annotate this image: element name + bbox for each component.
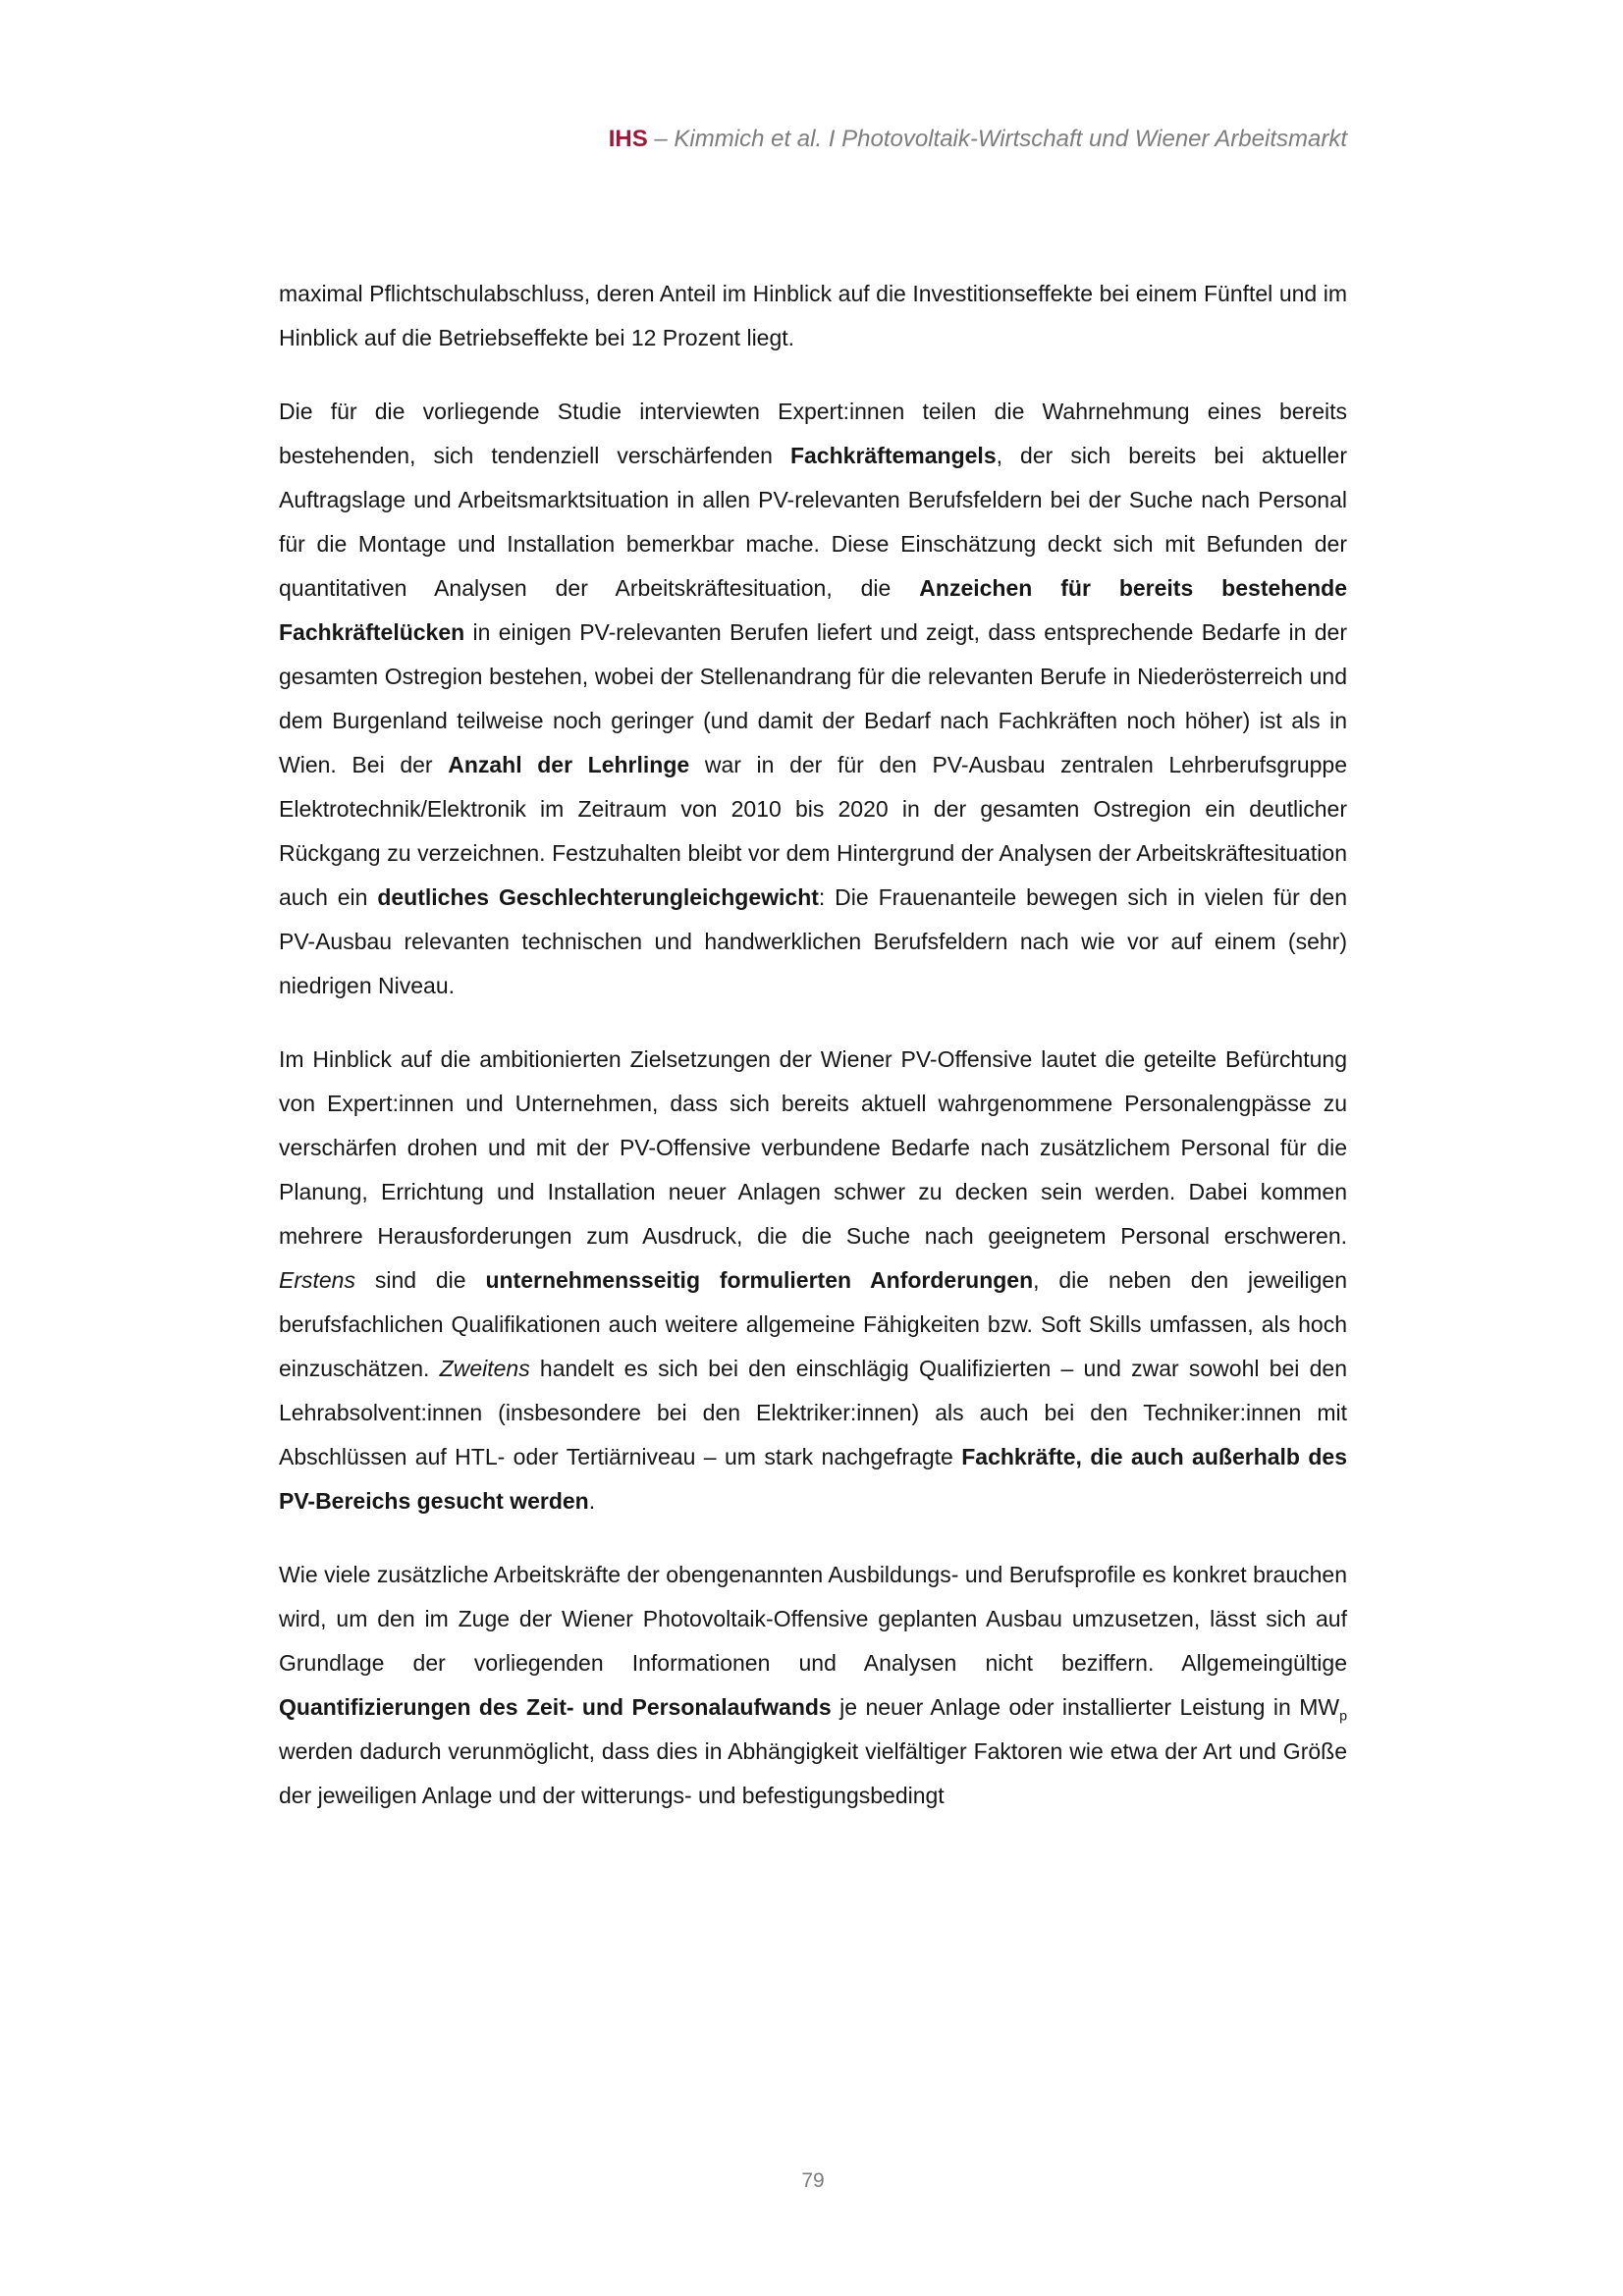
bold-text-segment: unternehmensseitig formulierten Anforderungen <box>485 1267 1034 1293</box>
bold-text-segment: Quantifizierungen des Zeit- und Personalaufwands <box>279 1694 832 1720</box>
text-segment: war in der für den PV-Ausbau zentralen Lehrberufsgruppe Elektrotechnik/Elektronik im Zeitraum von 2010 bis 2020 in der gesamten Ostregion ein deutlicher Rückgang zu verzeichnen. Festzuhalten bleibt vor dem Hintergrund der Analysen der Arbeitskräftesituation auch ein <box>279 752 1347 910</box>
paragraph <box>279 1553 1347 1818</box>
text-segment: . <box>588 1488 596 1514</box>
ihs-brand-text: IHS <box>608 126 648 152</box>
text-segment: maximal Pflichtschulabschluss, deren Anteil im Hinblick auf die Investitionseffekte bei einem Fünftel und im Hinblick auf die Betriebseffekte bei 12 Prozent liegt. <box>279 281 1347 350</box>
page-body-text <box>279 272 1347 1818</box>
paragraph <box>279 1038 1347 1523</box>
text-segment: , die neben den jeweiligen berufsfachlichen Qualifikationen auch weitere allgemeine Fähigkeiten bzw. Soft Skills umfassen, als hoch einzuschätzen. <box>279 1267 1347 1381</box>
bold-text-segment: deutliches Geschlechterungleichgewicht <box>377 884 819 910</box>
italic-text-segment: Erstens <box>279 1267 355 1293</box>
text-segment: handelt es sich bei den einschlägig Qualifizierten – und zwar sowohl bei den Lehrabsolvent:innen (insbesondere bei den Elektriker:innen) als auch bei den Techniker:innen mit Abschlüssen auf HTL- oder Tertiärniveau – um stark nachgefragte <box>279 1356 1347 1469</box>
page-header <box>279 98 1347 181</box>
text-segment: : Die Frauenanteile bewegen sich in vielen für den PV-Ausbau relevanten technischen und handwerklichen Berufsfeldern nach wie vor auf einem (sehr) niedrigen Niveau. <box>279 884 1347 998</box>
page-footer <box>279 2165 1347 2197</box>
subscript-text-segment: p <box>1339 1708 1347 1725</box>
paragraph <box>279 390 1347 1008</box>
text-segment: sind die <box>354 1267 486 1293</box>
bold-text-segment: Fachkräftemangels <box>789 443 997 468</box>
text-segment: , der sich bereits bei aktueller Auftragslage und Arbeitsmarktsituation in allen PV-relevanten Berufsfeldern bei der Suche nach Personal für die Montage und Installation bemerkbar mache. Diese Einschätzung deckt sich mit Befunden der quantitativen Analysen der Arbeitskräftesituation, die <box>279 443 1347 601</box>
text-segment: Im Hinblick auf die ambitionierten Zielsetzungen der Wiener PV-Offensive lautet die geteilte Befürchtung von Expert:innen und Unternehmen, dass sich bereits aktuell wahrgenommene Personalengpässe zu verschärfen drohen und mit der PV-Offensive verbundene Bedarfe nach zusätzlichem Personal für die Planung, Errichtung und Installation neuer Anlagen schwer zu decken sein werden. Dabei kommen mehrere Herausforderungen zum Ausdruck, die die Suche nach geeignetem Personal erschweren. <box>279 1046 1347 1249</box>
paragraph <box>279 272 1347 360</box>
text-segment: werden dadurch verunmöglicht, dass dies in Abhängigkeit vielfältiger Faktoren wie etwa der Art und Größe der jeweiligen Anlage und der witterungs- und befestigungsbedingt <box>279 1738 1347 1808</box>
text-segment: Wie viele zusätzliche Arbeitskräfte der obengenannten Ausbildungs- und Berufsprofile es konkret brauchen wird, um den im Zuge der Wiener Photovoltaik-Offensive geplanten Ausbau umzusetzen, lässt sich auf Grundlage der vorliegenden Informationen und Analysen nicht beziffern. Allgemeingültige <box>279 1562 1347 1676</box>
running-head-title: – Kimmich et al. I Photovoltaik-Wirtschaft und Wiener Arbeitsmarkt <box>647 126 1347 152</box>
text-segment: je neuer Anlage oder installierter Leistung in MW <box>831 1694 1340 1720</box>
italic-text-segment: Zweitens <box>439 1356 530 1381</box>
text-segment: Die für die vorliegende Studie interviewten Expert:innen teilen die Wahrnehmung eines bereits bestehenden, sich tendenziell verschärfenden <box>279 399 1347 468</box>
text-segment: in einigen PV-relevanten Berufen liefert und zeigt, dass entsprechende Bedarfe in der gesamten Ostregion bestehen, wobei der Stellenandrang für die relevanten Berufe in Niederösterreich und dem Burgenland teilweise noch geringer (und damit der Bedarf nach Fachkräften noch höher) ist als in Wien. Bei der <box>279 619 1347 777</box>
bold-text-segment: Anzeichen für bereits bestehende Fachkräftelücken <box>279 575 1347 645</box>
bold-text-segment: Fachkräfte, die auch außerhalb des PV-Bereichs gesucht werden <box>279 1444 1348 1514</box>
page-number: 79 <box>801 2169 825 2192</box>
bold-text-segment: Anzahl der Lehrlinge <box>448 752 690 777</box>
